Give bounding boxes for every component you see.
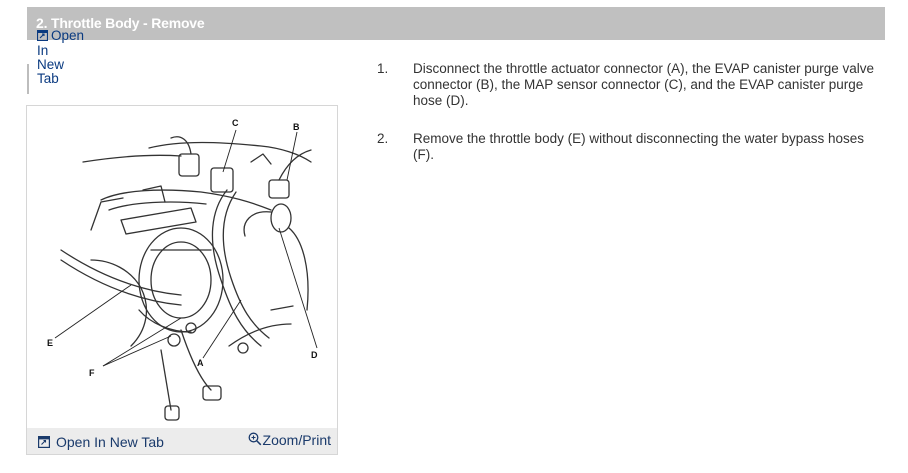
callout-label: D [311,350,318,360]
step-text: Disconnect the throttle actuator connector (A), the EVAP canister purge valve connector (B), the MAP sensor connector (C), and the EVAP canister purge hose (D). [413,61,874,108]
figure-footer [27,428,337,454]
procedure-steps [375,61,885,185]
zoom-print-label[interactable]: Zoom/Print [262,432,331,448]
open-in-new-tab-label[interactable]: Open In New Tab [56,434,164,450]
link-word[interactable]: Tab [37,71,59,86]
link-word[interactable]: In [37,43,49,58]
callout-label: E [47,338,54,348]
link-word[interactable]: New [37,57,65,72]
link-word[interactable]: Open [51,28,85,43]
step-item [375,131,885,163]
step-text: Remove the throttle body (E) without disconnecting the water bypass hoses (F). [413,131,864,162]
section-title: 2. Throttle Body - Remove [36,15,205,31]
step-number: 1. [377,61,389,76]
open-in-new-tab-link-top[interactable] [37,29,97,86]
link-divider [27,64,29,94]
zoom-print-link[interactable] [248,432,331,449]
zoom-in-icon [248,432,262,449]
step-item [375,61,885,109]
figure-frame [26,105,338,455]
callout-label: C [232,118,239,128]
open-in-new-tab-link[interactable] [38,434,164,451]
callout-label: F [89,368,95,378]
step-number: 2. [377,131,389,146]
callout-label: A [197,358,204,368]
callout-label: B [293,122,300,132]
external-window-icon [38,435,50,451]
external-window-icon [37,30,48,44]
throttle-body-diagram[interactable] [31,110,333,428]
